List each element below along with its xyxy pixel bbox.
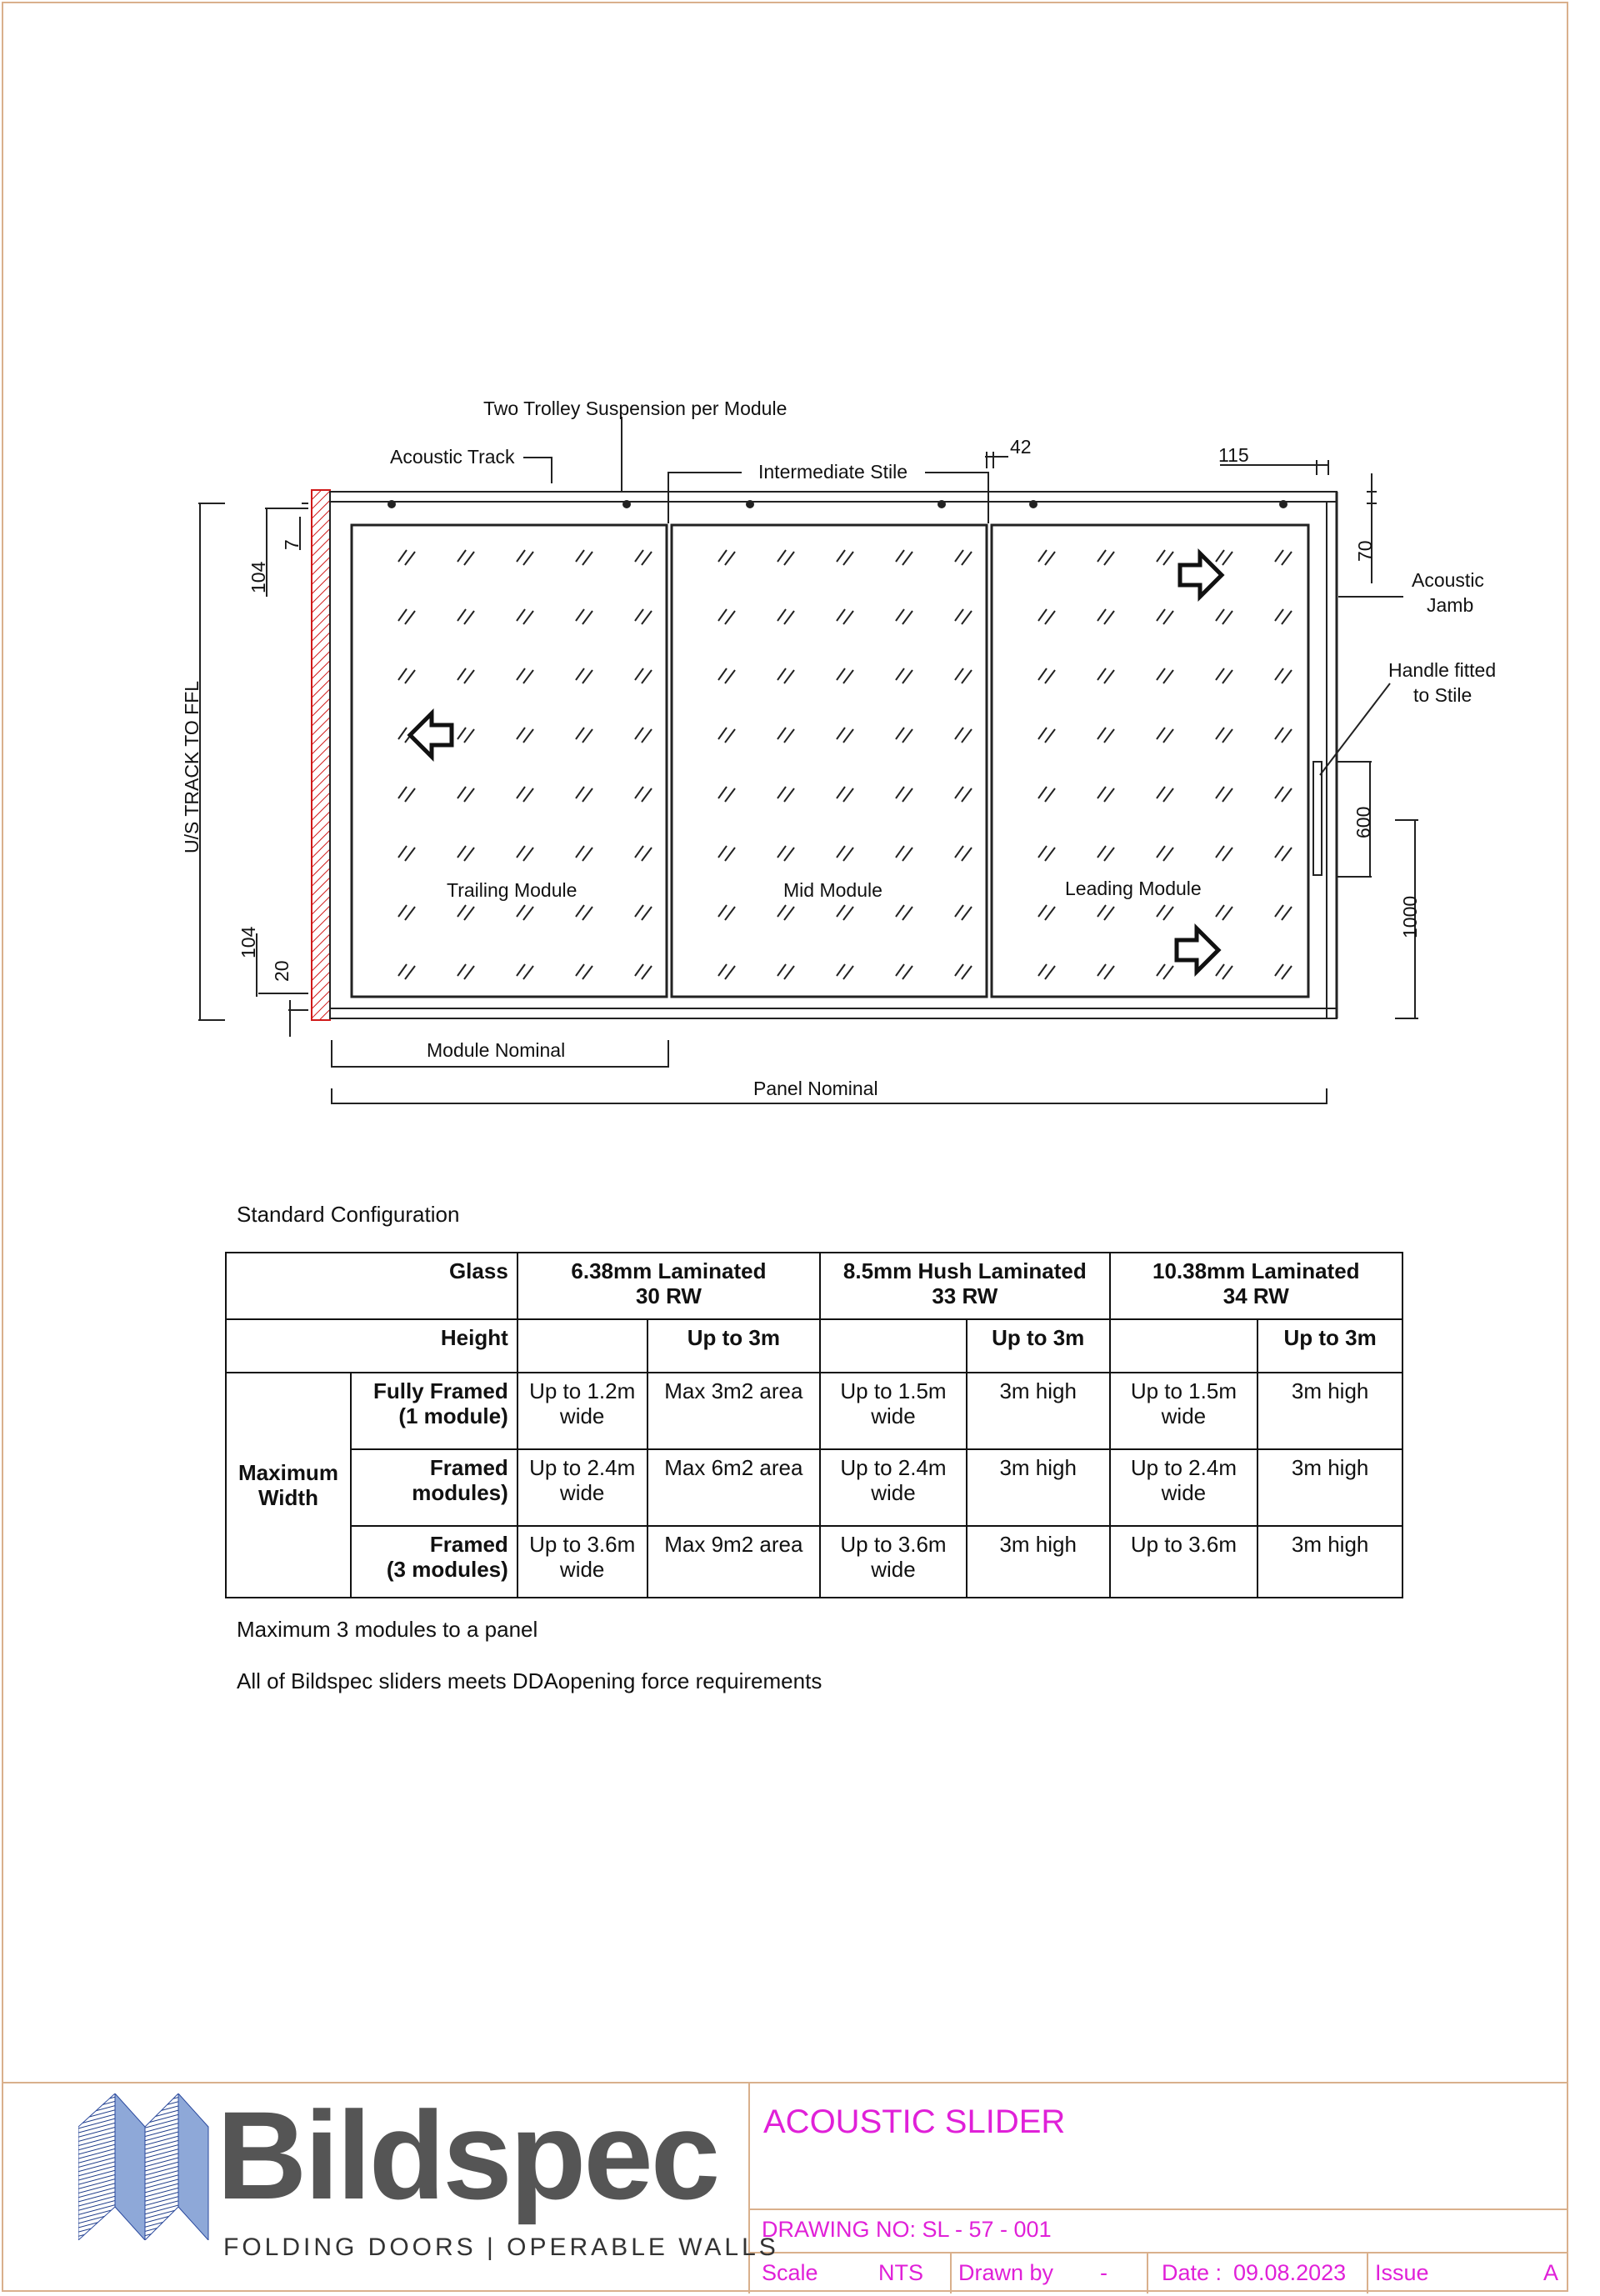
height-header: Height xyxy=(226,1319,518,1373)
handle-label-1: Handle fitted xyxy=(1388,659,1497,681)
table-cell: 3m high xyxy=(967,1526,1110,1598)
table-cell: Max 6m2 area xyxy=(648,1449,821,1526)
drawn-by-label: Drawn by xyxy=(958,2260,1054,2285)
dim-104-bottom: 104 xyxy=(238,926,259,958)
note-dda: All of Bildspec sliders meets DDAopening force requirements xyxy=(237,1668,822,1693)
config-title: Standard Configuration xyxy=(237,1202,460,1227)
trailing-module xyxy=(352,525,667,997)
panel-nominal-label: Panel Nominal xyxy=(753,1078,878,1099)
drawing-number: DRAWING NO: SL - 57 - 001 xyxy=(762,2217,1052,2242)
dim-115: 115 xyxy=(1218,444,1249,466)
dim-104-top: 104 xyxy=(248,561,269,593)
leading-module-label: Leading Module xyxy=(1065,878,1202,899)
table-cell: Up to 2.4m wide xyxy=(518,1449,648,1526)
title-block-divider xyxy=(1367,2252,1368,2293)
glass-hatch-marks xyxy=(398,550,1292,979)
arrow-left-icon xyxy=(410,713,452,757)
mid-module xyxy=(672,525,987,997)
table-cell: Max 9m2 area xyxy=(648,1526,821,1598)
table-cell: 3m high xyxy=(1258,1449,1402,1526)
dim-7: 7 xyxy=(281,539,302,550)
us-track-label: U/S TRACK TO FFL xyxy=(181,680,202,853)
date-value: 09.08.2023 xyxy=(1233,2260,1347,2285)
dim-20: 20 xyxy=(271,960,292,982)
row-label: Framed modules) xyxy=(351,1449,518,1526)
drawn-by-value: - xyxy=(1100,2260,1108,2285)
table-cell: Up to 3.6m xyxy=(1110,1526,1258,1598)
row-label: Fully Framed (1 module) xyxy=(351,1373,518,1449)
table-cell: 3m high xyxy=(967,1373,1110,1449)
dim-70: 70 xyxy=(1354,540,1376,562)
leading-module xyxy=(992,525,1308,997)
date-label: Date : xyxy=(1162,2260,1222,2285)
table-cell: Up to 2.4m wide xyxy=(820,1449,967,1526)
height-value-1: Up to 3m xyxy=(648,1319,821,1373)
mid-module-label: Mid Module xyxy=(783,879,882,901)
table-cell: Up to 3.6m wide xyxy=(820,1526,967,1598)
handle-label-2: to Stile xyxy=(1413,684,1472,706)
two-trolley-label: Two Trolley Suspension per Module xyxy=(483,398,788,419)
table-cell: 3m high xyxy=(1258,1526,1402,1598)
height-value-2: Up to 3m xyxy=(967,1319,1110,1373)
acoustic-track-label: Acoustic Track xyxy=(390,446,515,468)
intermediate-stile-label: Intermediate Stile xyxy=(758,461,908,483)
glass-option-2: 8.5mm Hush Laminated 33 RW xyxy=(820,1253,1109,1319)
scale-label: Scale xyxy=(762,2260,818,2285)
row-label: Framed (3 modules) xyxy=(351,1526,518,1598)
bildspec-logo-icon xyxy=(78,2093,212,2240)
logo-tagline: FOLDING DOORS | OPERABLE WALLS xyxy=(223,2233,779,2261)
scale-value: NTS xyxy=(878,2260,923,2285)
dim-1000: 1000 xyxy=(1399,895,1421,938)
title-block-divider xyxy=(1147,2252,1148,2293)
left-acoustic-seal xyxy=(312,490,330,1020)
issue-value: A xyxy=(1543,2260,1559,2285)
trailing-module-label: Trailing Module xyxy=(447,879,578,901)
table-cell: Up to 2.4m wide xyxy=(1110,1449,1258,1526)
table-cell: Up to 1.2m wide xyxy=(518,1373,648,1449)
logo-wordmark: Bildspec xyxy=(217,2085,718,2225)
title-block-divider xyxy=(950,2252,952,2293)
table-cell: Up to 1.5m wide xyxy=(1110,1373,1258,1449)
table-cell: Max 3m2 area xyxy=(648,1373,821,1449)
glass-option-1: 6.38mm Laminated 30 RW xyxy=(518,1253,820,1319)
arrow-right-icon xyxy=(1180,553,1222,597)
acoustic-jamb-label-2: Jamb xyxy=(1427,594,1474,616)
height-value-3: Up to 3m xyxy=(1258,1319,1402,1373)
dim-42: 42 xyxy=(1010,436,1032,458)
note-max-modules: Maximum 3 modules to a panel xyxy=(237,1617,538,1642)
table-cell: Up to 1.5m wide xyxy=(820,1373,967,1449)
table-cell: 3m high xyxy=(1258,1373,1402,1449)
handle xyxy=(1313,762,1322,875)
module-nominal-label: Module Nominal xyxy=(427,1039,566,1061)
table-cell: 3m high xyxy=(967,1449,1110,1526)
dim-600: 600 xyxy=(1352,806,1374,838)
glass-option-3: 10.38mm Laminated 34 RW xyxy=(1110,1253,1402,1319)
glass-header: Glass xyxy=(226,1253,518,1319)
maximum-width-label: Maximum Width xyxy=(226,1373,351,1598)
height-cell-empty xyxy=(1110,1319,1258,1373)
height-cell-empty xyxy=(820,1319,967,1373)
title-block-divider xyxy=(750,2252,1567,2253)
table-cell: Up to 3.6m wide xyxy=(518,1526,648,1598)
arrow-right-icon xyxy=(1177,928,1218,972)
configuration-table xyxy=(225,1252,1403,1598)
drawing-title: ACOUSTIC SLIDER xyxy=(763,2103,1066,2140)
height-cell-empty xyxy=(518,1319,648,1373)
acoustic-jamb-label-1: Acoustic xyxy=(1412,569,1484,591)
title-block-divider xyxy=(750,2208,1567,2210)
issue-label: Issue xyxy=(1375,2260,1429,2285)
